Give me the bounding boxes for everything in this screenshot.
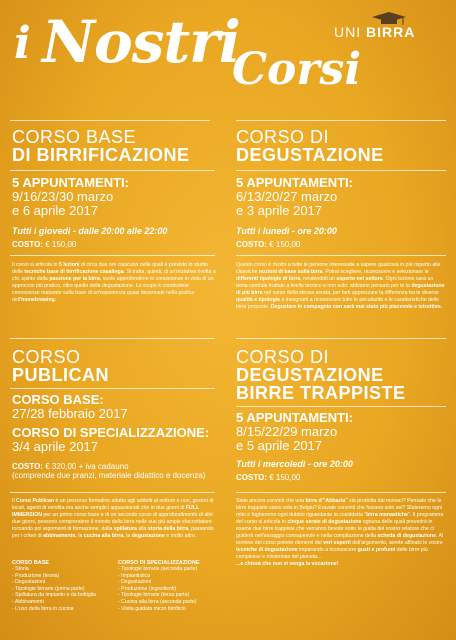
corso-base-block <box>12 128 217 164</box>
cost: COSTO: € 150,00 <box>236 473 301 482</box>
title-nostri: Nostri <box>42 8 240 76</box>
block-title: CORSO <box>12 347 81 367</box>
divider <box>10 255 215 256</box>
appuntamenti-label: 5 APPUNTAMENTI: <box>236 410 353 425</box>
specializzazione-list: CORSO DI SPECIALIZZAZIONE - Tipologie birrarie (seconda parte) - Impiantistica - Degustazioni - Produzione (ingredienti) - Tipologie birrarie (terza parte) - Cucina alla birra (seconda parte) - Visita guidata micro birrificio <box>118 560 218 612</box>
cost: COSTO: € 150,00 <box>12 240 77 249</box>
unibirra-logo <box>334 12 444 42</box>
block-title: CORSO DI <box>236 347 330 367</box>
list-item: - Tipologie birrarie (terza parte) <box>118 592 190 599</box>
block-title: DEGUSTAZIONE <box>236 365 384 385</box>
block-title: BIRRE TRAPPISTE <box>236 383 406 403</box>
publican-info <box>12 392 217 480</box>
appuntamenti-label: 5 APPUNTAMENTI: <box>236 175 353 190</box>
corso-base-list: CORSO BASE - Storia - Produzione (teoria) - Degustazioni - Tipologie birrarie (prima parte) - Spillatura da impianto e da bottiglia - Abbinamenti - L'uso della birra in cucina <box>12 560 112 612</box>
schedule: Tutti i mercoledì - ore 20:00 <box>236 459 353 469</box>
dates: 8/15/22/29 marzo <box>236 424 338 439</box>
schedule: Tutti i lunedì - ore 20:00 <box>236 226 337 236</box>
list-item: - L'uso della birra in cucina <box>12 605 74 612</box>
divider <box>236 338 446 339</box>
publican-block <box>12 348 217 384</box>
divider <box>10 492 215 493</box>
divider <box>10 388 215 389</box>
block-title: DI BIRRIFICAZIONE <box>12 145 190 165</box>
list-item: - Cucina alla birra (seconda parte) <box>118 598 197 605</box>
divider <box>236 170 446 171</box>
list-item: - Storia <box>12 566 29 572</box>
spec-label: CORSO DI SPECIALIZZAZIONE: <box>12 425 210 440</box>
corso-base-info <box>12 175 217 249</box>
title-corsi: Corsi <box>232 44 362 95</box>
degustazione-description: Questo corso è rivolto a tutte le persone interessate a sapere qualcosa in più rispetto alle classiche nozioni di base sulla birra. Potrai scegliere, riconoscere e selezionare le differenti tipologie di birra, rendendoti un esperto nel settore. Ogni lezione sarà un tema centrale trattato a livello tecnico e non solo: abbiamo pensato per te la degustazione di più birre nel corso della stessa serata, per farti apprezzare la differenza tra le diverse qualità e tipologie e insegnarti a riconoscere tutte le peculiarità e le caratteristiche delle birre proposte. Degustare in compagnia non sarà mai stato più piacevole e istruttivo. <box>236 262 445 310</box>
block-title: DEGUSTAZIONE <box>236 145 384 165</box>
base-label: CORSO BASE: <box>12 392 104 407</box>
list <box>118 566 218 612</box>
dates: 9/16/23/30 marzo <box>12 189 114 204</box>
dates: e 3 aprile 2017 <box>236 203 323 218</box>
list-item: - Tipologie birrarie (prima parte) <box>12 585 85 592</box>
cost-note: (comprende due pranzi, materiale didattico e docenza) <box>12 471 206 480</box>
degustazione-block <box>236 128 446 164</box>
block-title: CORSO BASE <box>12 127 137 147</box>
dates: 3/4 aprile 2017 <box>12 439 99 454</box>
corso-base-description: Il corso si articola in 5 lezioni di circa due ore ciascuna nelle quali è previsto lo studio delle tecniche base di birrificazione casalinga. Si tratta, quindi, di un'iniziativa rivolta a chi, spinto dalla passione per la birra, vuole approfondirne le conoscenze in vista di un approccio più pratico, oltre quello della degustazione. Lo scopo è condividere conoscenze maturate sulla base di un'esperienza quasi decennale nella pratica dell'homebrewing. <box>12 262 216 303</box>
list <box>12 566 112 612</box>
divider <box>236 120 446 121</box>
trappiste-info <box>236 410 446 482</box>
divider <box>10 338 215 339</box>
cost: COSTO: € 320,00 + iva cadauno <box>12 462 129 471</box>
divider <box>10 120 210 121</box>
list-item: - Produzione (teoria) <box>12 572 60 579</box>
list-item: - Degustazioni <box>12 579 46 586</box>
list-item: - Tipologie birrarie (seconda parte) <box>118 566 198 572</box>
cost: COSTO: € 150,00 <box>236 240 301 249</box>
divider <box>236 255 446 256</box>
list-item: - Visita guidata micro birrificio <box>118 605 186 612</box>
trappiste-block <box>236 348 446 402</box>
degustazione-info <box>236 175 446 249</box>
appuntamenti-label: 5 APPUNTAMENTI: <box>12 175 129 190</box>
list-item: - Abbinamenti <box>12 598 44 605</box>
list-item: - Produzione (ingredienti) <box>118 585 177 592</box>
logo-text: UNI BIRRA <box>334 24 416 40</box>
divider <box>236 492 446 493</box>
dates: e 6 aprile 2017 <box>12 203 99 218</box>
dates: 27/28 febbraio 2017 <box>12 406 128 421</box>
dates: e 5 aprile 2017 <box>236 438 323 453</box>
trappiste-description: Siete ancora convinti che una birra d'"Abbazia" sia prodotta dai monaci? Pensate che le birre trappiste siano solo in Belgio? Eravate convinti che fossero solo sei? Sfateremo ogni mito e fugheremo ogni dubbio riguardante la cosiddetta "birra monastiche". Il programma del corso si articola in cinque serate di degustazione ognuna delle quali prevedrà in esame due birre trappiste che verranno bevute sotto la guida del nostro relatore che ci guiderà nell'assaggio consapevole e nella compilazione della scheda di degustazione. Al termine del corso potrete ritenervi dei veri esperti dell'argomento, avrete affinato le vostre tecniche di degustazione imparando a riconoscere gusti e profumi delle birre più complesse e misteriose del pianeta... ...e chissà che non vi venga la vocazione! <box>236 498 444 567</box>
list-item: - Impiantistica <box>118 572 150 579</box>
publican-description: Il Corso Publican è un percorso formativo adatto agli addetti al settore e non, gestori di locali, agenti di vendita ma anche semplici appassionati che in due giorni di FULL IMMERSION per un primo corso base e di un secondo corso di approfondimento di altri due giorni, possono comprendere il mondo della birra nelle sue più ampie sfaccettature toccando poi argomenti di formazione, dalla spillatura alla storia della birra, passando per i criteri di abbinamento, la cucina alla birra, la degustazione e molto altro. <box>12 498 214 539</box>
title-i: i <box>14 18 31 69</box>
divider <box>10 170 215 171</box>
list-item: - Spillatura da impianto e da bottiglia <box>12 592 96 599</box>
list-item: - Degustazioni <box>118 579 152 586</box>
dates: 6/13/20/27 marzo <box>236 189 338 204</box>
schedule: Tutti i giovedì - dalle 20:00 alle 22:00 <box>12 226 168 236</box>
block-title: CORSO DI <box>236 127 330 147</box>
divider <box>236 406 446 407</box>
block-title: PUBLICAN <box>12 365 109 385</box>
